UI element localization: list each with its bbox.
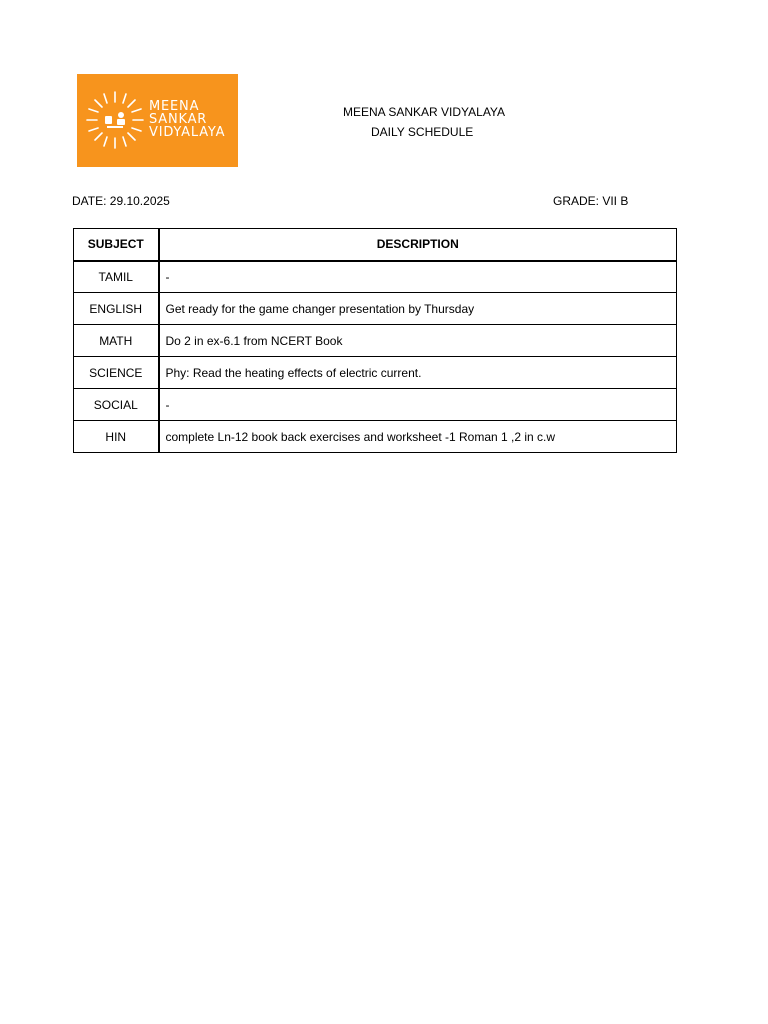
description-cell: complete Ln-12 book back exercises and worksheet -1 Roman 1 ,2 in c.w xyxy=(159,421,677,453)
subject-cell: SCIENCE xyxy=(74,357,159,389)
subject-cell: MATH xyxy=(74,325,159,357)
schedule-table xyxy=(73,228,677,453)
description-cell: Phy: Read the heating effects of electric current. xyxy=(159,357,677,389)
table-row xyxy=(74,389,677,421)
table-row xyxy=(74,325,677,357)
table-header-row xyxy=(74,229,677,261)
description-cell: - xyxy=(159,261,677,293)
grade-label: GRADE: VII B xyxy=(553,194,629,208)
logo-line-3: VIDYALAYA xyxy=(149,125,226,140)
subject-cell: TAMIL xyxy=(74,261,159,293)
subject-cell: ENGLISH xyxy=(74,293,159,325)
school-logo xyxy=(77,74,238,167)
description-column-header: DESCRIPTION xyxy=(159,229,677,261)
document-title: DAILY SCHEDULE xyxy=(371,125,474,139)
schedule-date: DATE: 29.10.2025 xyxy=(72,194,170,208)
description-cell: Get ready for the game changer presentation by Thursday xyxy=(159,293,677,325)
table-row xyxy=(74,261,677,293)
table-row xyxy=(74,293,677,325)
table-row xyxy=(74,421,677,453)
table-row xyxy=(74,357,677,389)
logo-wordmark xyxy=(149,100,225,139)
sunburst-emblem-icon xyxy=(83,88,147,152)
description-cell: - xyxy=(159,389,677,421)
subject-column-header: SUBJECT xyxy=(74,229,159,261)
subject-cell: SOCIAL xyxy=(74,389,159,421)
logo-line-2: SANKAR xyxy=(149,112,208,127)
subject-cell: HIN xyxy=(74,421,159,453)
description-cell: Do 2 in ex-6.1 from NCERT Book xyxy=(159,325,677,357)
logo-line-1: MEENA xyxy=(149,99,200,114)
school-name: MEENA SANKAR VIDYALAYA xyxy=(343,105,506,119)
